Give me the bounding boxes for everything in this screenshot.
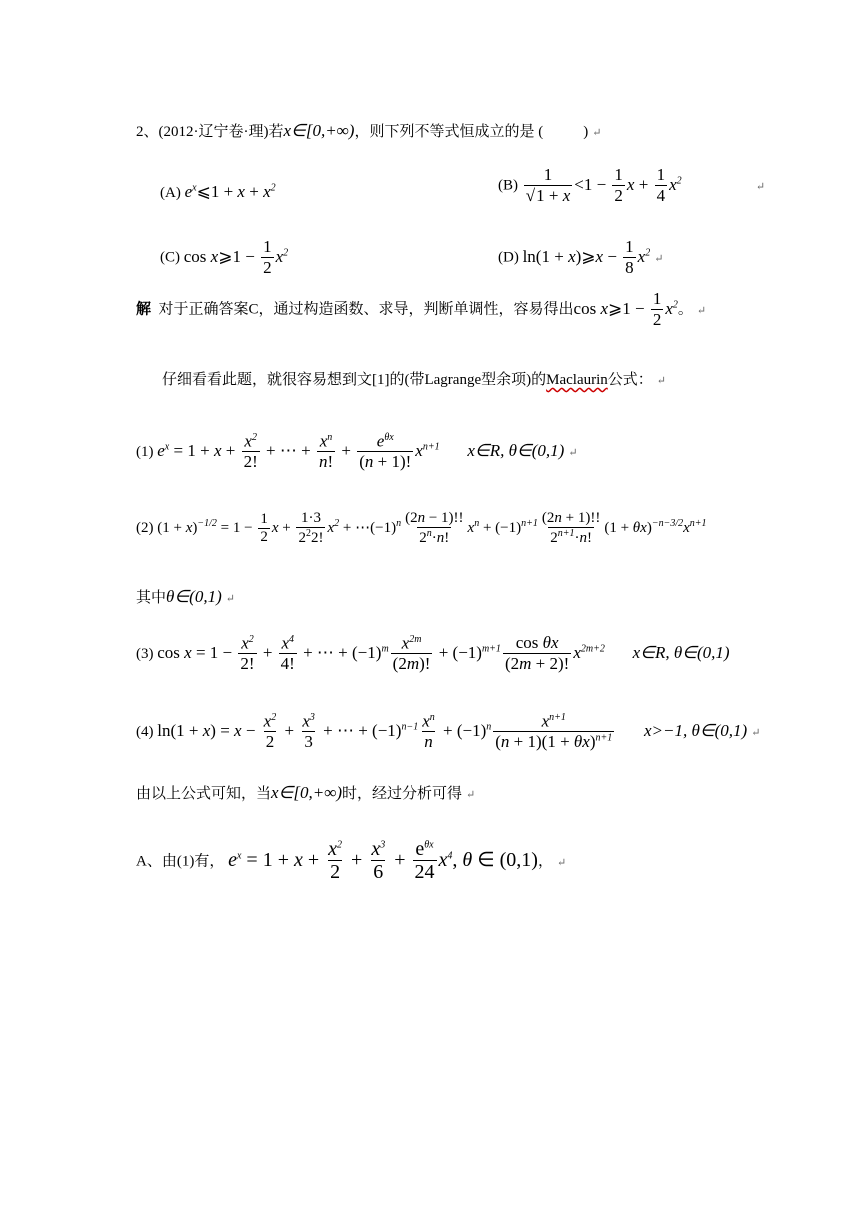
formula-4-label: (4): [136, 723, 154, 740]
formula-3-label: (3): [136, 645, 154, 662]
question-text: ，则下列不等式恒成立的是 (: [354, 124, 544, 140]
question-domain: x∈[0,+∞): [283, 121, 355, 140]
intro-text: 仔细看看此题，就很容易想到文[1]的(带Lagrange型余项)的: [162, 372, 547, 388]
formula-2-math: $(1 + x)^{-1/2} = 1$ − $\frac{1}{2}$ x + $\frac{1\cdot 3}{2^22!}$ $x^2$ + $\cdots(-1)^n$ $\frac{(2n - 1)!!}{2^n\cdot n!}$ $x^n + (-1)^{n+1}$ $\frac{(2n + 1)!!}{2^{n+1}\cdot n!}$ $(1 + \theta x)^{-n-3/2}x^{n+1}$: [157, 510, 707, 546]
maclaurin-word: Maclaurin: [546, 372, 608, 388]
formula-1-math: $e^x = 1 + x$ + $\frac{x^2}{2!}$ + ⋯ + $\frac{x^n}{n!}$ + $\frac{e^{\theta x}}{(n + 1)!}$ $x^{n+1}$: [157, 431, 440, 472]
option-d-label: (D): [498, 249, 519, 266]
theta-note-math: θ∈(0,1): [166, 587, 222, 606]
formula-1-label: (1): [136, 443, 154, 460]
solution-line: 解 对于正确答案C，通过构造函数、求导，判断单调性，容易得出cos x⩾1 − $\frac{1}{2}$ $x^2$。 ↵: [136, 289, 707, 329]
theta-note: 其中θ∈(0,1) ↵: [136, 587, 235, 606]
part-a-tail: ，: [537, 853, 553, 870]
part-a-math: $e^x = 1 + x$ + $\frac{x^2}{2}$ + $\frac{x^3}{6}$ + $\frac{e^{\theta x}}{24}$ $x^4$, θ ∈ (0,1): [228, 838, 538, 883]
formula-1: (1) $e^x = 1 + x$ + $\frac{x^2}{2!}$ + ⋯ + $\frac{x^n}{n!}$ + $\frac{e^{\theta x}}{(n + 1)!}$ $x^{n+1}$ x∈R, θ∈(0,1) ↵: [136, 431, 578, 472]
option-a: [160, 182, 276, 202]
option-c: [160, 238, 288, 277]
formula-2-label: (2): [136, 519, 154, 536]
formula-3-math: cos x = 1 − $\frac{x^2}{2!}$ + $\frac{x^4}{4!}$ + ⋯ + $(-1)^m$ $\frac{x^{2m}}{(2m)!}$ + $(-1)^{m+1}$ $\frac{\text{cos θx}}{(2m + 2)!}$ $x^{2m+2}$: [157, 633, 605, 674]
conclusion-text-after: 时，经过分析可得: [342, 786, 463, 802]
option-a-math: $e^x⩽1 + x + x^2$: [184, 182, 276, 201]
option-b-math: $\frac{1}{√1 + x}$ <1 − $\frac{1}{2}$ x + $\frac{1}{4}$ $x^2$: [525, 165, 682, 205]
option-c-math: cos x⩾1 − $\frac{1}{2}$ $x^2$: [183, 237, 289, 277]
solution-math: cos x⩾1 − $\frac{1}{2}$ $x^2$: [573, 289, 678, 329]
option-d-math: ln(1 + x)⩾x − $\frac{1}{8}$ $x^2$: [522, 237, 651, 277]
solution-text: 对于正确答案C，通过构造函数、求导，判断单调性，容易得出: [158, 301, 574, 318]
formula-2: [136, 510, 707, 547]
formula-4: (4) ln(1 + x) = x − $\frac{x^2}{2}$ + $\frac{x^3}{3}$ + ⋯ + $(-1)^{n-1}$ $\frac{x^n}{n}$ + $(-1)^n$ $\frac{x^{n+1}}{(n + 1)(1 + \theta x)^{n+1}}$ x>−1, θ∈(0,1) ↵: [136, 711, 761, 752]
solution-end: 。: [677, 301, 693, 318]
intro-text-after: 公式：: [607, 372, 653, 388]
part-a-line: A、由(1)有， $e^x = 1 + x$ + $\frac{x^2}{2}$ + $\frac{x^3}{6}$ + $\frac{e^{\theta x}}{24}$ $x^4$, θ ∈ (0,1)， ↵: [136, 838, 567, 883]
option-b: (B) $\frac{1}{√1 + x}$ <1 − $\frac{1}{2}$ x + $\frac{1}{4}$ $x^2$ ↵: [498, 165, 766, 205]
formula-4-math: ln(1 + x) = x − $\frac{x^2}{2}$ + $\frac{x^3}{3}$ + ⋯ + $(-1)^{n-1}$ $\frac{x^n}{n}$ + $(-1)^n$ $\frac{x^{n+1}}{(n + 1)(1 + \theta x)^{n+1}}$: [157, 711, 613, 752]
intro-line: 仔细看看此题，就很容易想到文[1]的(带Lagrange型余项)的Maclaurin公式： ↵: [162, 372, 666, 388]
part-a-text: A、由(1)有，: [136, 853, 225, 870]
conclusion-line: 由以上公式可知，当x∈[0,+∞)时，经过分析可得 ↵: [136, 783, 476, 802]
option-a-label: (A): [160, 185, 181, 201]
option-b-label: (B): [498, 177, 518, 194]
option-d: (D) ln(1 + x)⩾x − $\frac{1}{8}$ $x^2↵$: [498, 237, 664, 277]
theta-note-text: 其中: [136, 590, 167, 606]
formula-3: [136, 634, 730, 674]
question-line: 2、(2012·辽宁卷·理)若x∈[0,+∞)，则下列不等式恒成立的是 ( ) ↵: [136, 121, 602, 140]
option-c-label: (C): [160, 249, 180, 266]
question-close: ): [583, 124, 589, 140]
solution-lead: 解: [136, 301, 152, 318]
conclusion-math: x∈[0,+∞): [271, 783, 342, 802]
formula-3-condition: x∈R, θ∈(0,1): [632, 642, 730, 662]
formula-1-condition: x∈R, θ∈(0,1): [467, 440, 565, 460]
conclusion-text: 由以上公式可知，当: [136, 786, 272, 802]
question-prefix: 2、(2012·辽宁卷·理)若: [136, 124, 284, 140]
formula-4-condition: x>−1, θ∈(0,1): [644, 720, 748, 740]
